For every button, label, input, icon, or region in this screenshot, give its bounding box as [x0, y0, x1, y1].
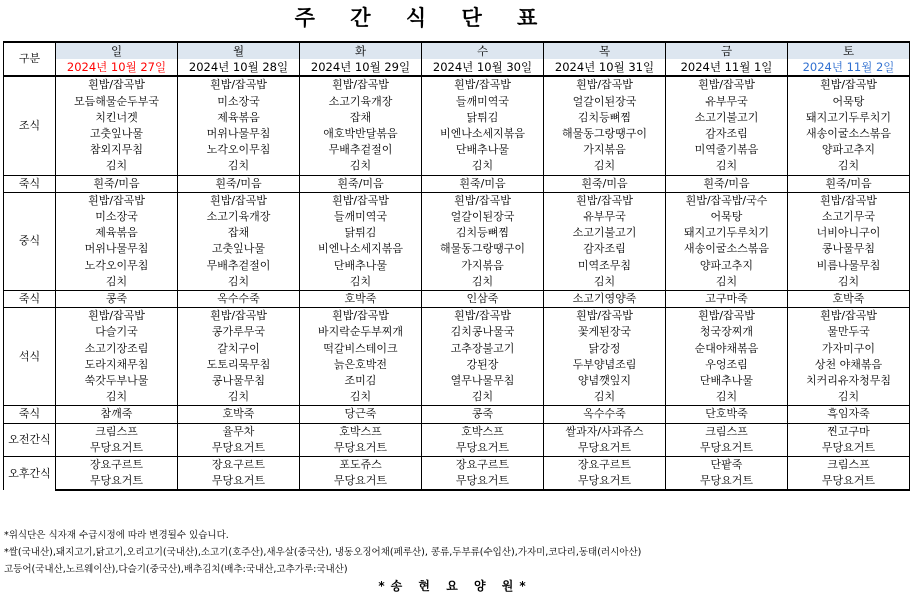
menu-item-cell: 단배추나물	[422, 142, 544, 158]
menu-item-cell: 흰밥/잡곡밥	[788, 308, 910, 325]
menu-item-cell: 다슬기국	[56, 324, 178, 340]
meal-row	[4, 291, 910, 308]
menu-item-cell: 미소장국	[56, 209, 178, 225]
notes	[4, 527, 904, 578]
date-cell: 2024년 11월 1일	[666, 59, 788, 76]
menu-item-cell: 무당요거트	[544, 440, 666, 457]
menu-item-cell: 무당요거트	[788, 440, 910, 457]
menu-item-cell: 흰밥/잡곡밥	[300, 192, 422, 209]
menu-item-cell: 무당요거트	[422, 440, 544, 457]
menu-item-cell: 흰밥/잡곡밥	[544, 76, 666, 93]
menu-item-cell: 애호박반달볶음	[300, 126, 422, 142]
day-name-cell: 목	[544, 42, 666, 59]
menu-item-cell: 장요구르트	[544, 457, 666, 474]
menu-item-cell: 유부무국	[666, 94, 788, 110]
meal-row	[4, 457, 910, 474]
menu-item-cell: 김치	[788, 158, 910, 175]
menu-item-cell: 닭강정	[544, 341, 666, 357]
menu-item-cell: 단배추나물	[666, 373, 788, 389]
meal-row	[4, 94, 910, 110]
meal-row	[4, 175, 910, 192]
menu-item-cell: 콩가루무국	[178, 324, 300, 340]
menu-item-cell: 제육볶음	[56, 225, 178, 241]
menu-item-cell: 흰밥/잡곡밥	[422, 76, 544, 93]
menu-item-cell: 도토리묵무침	[178, 357, 300, 373]
menu-item-cell: 콩나물무침	[178, 373, 300, 389]
menu-item-cell: 김치	[300, 389, 422, 406]
menu-item-cell: 조미김	[300, 373, 422, 389]
menu-item-cell: 김치등뼈찜	[422, 225, 544, 241]
menu-item-cell: 김치	[56, 158, 178, 175]
menu-item-cell: 돼지고기두루치기	[788, 110, 910, 126]
menu-item-cell: 두부양념조림	[544, 357, 666, 373]
menu-item-cell: 찐고구마	[788, 423, 910, 440]
meal-row	[4, 225, 910, 241]
meal-row	[4, 406, 910, 423]
meal-row	[4, 192, 910, 209]
menu-item-cell: 김치등뼈찜	[544, 110, 666, 126]
menu-item-cell: 율무차	[178, 423, 300, 440]
meal-row	[4, 341, 910, 357]
day-name-cell: 수	[422, 42, 544, 59]
menu-item-cell: 흰죽/미음	[178, 175, 300, 192]
menu-item-cell: 무배추겉절이	[300, 142, 422, 158]
menu-item-cell: 어묵탕	[666, 209, 788, 225]
menu-item-cell: 고추장불고기	[422, 341, 544, 357]
menu-item-cell: 김치	[788, 274, 910, 291]
day-name-cell: 일	[56, 42, 178, 59]
menu-item-cell: 흰밥/잡곡밥	[544, 192, 666, 209]
menu-item-cell: 김치	[422, 274, 544, 291]
date-cell: 2024년 10월 30일	[422, 59, 544, 76]
title-row	[0, 0, 910, 36]
menu-item-cell: 닭튀김	[422, 110, 544, 126]
menu-item-cell: 옥수수죽	[178, 291, 300, 308]
menu-item-cell: 양파고추지	[788, 142, 910, 158]
menu-item-cell: 감자조림	[666, 126, 788, 142]
menu-item-cell: 떡갈비스테이크	[300, 341, 422, 357]
menu-item-cell: 머위나물무침	[56, 241, 178, 257]
menu-item-cell: 김치	[56, 389, 178, 406]
meal-label-cell: 죽식	[4, 291, 56, 308]
date-cell: 2024년 11월 2일	[788, 59, 910, 76]
menu-item-cell: 가지볶음	[544, 142, 666, 158]
menu-item-cell: 김치	[544, 274, 666, 291]
menu-item-cell: 고구마죽	[666, 291, 788, 308]
menu-item-cell: 잡채	[300, 110, 422, 126]
menu-item-cell: 소고기육개장	[300, 94, 422, 110]
menu-item-cell: 소고기육개장	[178, 209, 300, 225]
category-header-cell: 구분	[4, 42, 56, 76]
meal-row	[4, 389, 910, 406]
day-name-cell: 화	[300, 42, 422, 59]
menu-item-cell: 유부무국	[544, 209, 666, 225]
menu-item-cell: 어묵탕	[788, 94, 910, 110]
menu-item-cell: 양파고추지	[666, 258, 788, 274]
menu-item-cell: 도라지채무침	[56, 357, 178, 373]
menu-item-cell: 김치	[56, 274, 178, 291]
date-cell: 2024년 10월 29일	[300, 59, 422, 76]
menu-item-cell: 단팥죽	[666, 457, 788, 474]
menu-item-cell: 흰밥/잡곡밥	[666, 76, 788, 93]
menu-item-cell: 강된장	[422, 357, 544, 373]
menu-item-cell: 새송이굴소스볶음	[788, 126, 910, 142]
menu-item-cell: 비엔나소세지볶음	[422, 126, 544, 142]
menu-item-cell: 김치	[178, 389, 300, 406]
menu-item-cell: 감자조림	[544, 241, 666, 257]
meal-row	[4, 274, 910, 291]
menu-item-cell: 흰죽/미음	[788, 175, 910, 192]
meal-row	[4, 423, 910, 440]
menu-item-cell: 치킨너겟	[56, 110, 178, 126]
menu-item-cell: 무당요거트	[544, 473, 666, 490]
meal-row	[4, 324, 910, 340]
menu-item-cell: 장요구르트	[422, 457, 544, 474]
menu-item-cell: 장요구르트	[56, 457, 178, 474]
meal-label-cell: 석식	[4, 308, 56, 406]
meal-row	[4, 142, 910, 158]
menu-item-cell: 크림스프	[788, 457, 910, 474]
meal-row	[4, 126, 910, 142]
menu-item-cell: 호박죽	[178, 406, 300, 423]
menu-item-cell: 들깨미역국	[300, 209, 422, 225]
menu-item-cell: 호박죽	[300, 291, 422, 308]
menu-item-cell: 양념깻잎지	[544, 373, 666, 389]
menu-item-cell: 흰죽/미음	[666, 175, 788, 192]
day-name-cell: 월	[178, 42, 300, 59]
menu-item-cell: 쌀과자/사과쥬스	[544, 423, 666, 440]
menu-item-cell: 무배추겉절이	[178, 258, 300, 274]
menu-item-cell: 머위나물무침	[178, 126, 300, 142]
menu-item-cell: 소고기무국	[788, 209, 910, 225]
menu-item-cell: 흰밥/잡곡밥	[178, 76, 300, 93]
menu-item-cell: 참깨죽	[56, 406, 178, 423]
day-name-cell: 토	[788, 42, 910, 59]
menu-item-cell: 청국장찌개	[666, 324, 788, 340]
menu-item-cell: 인삼죽	[422, 291, 544, 308]
meal-row	[4, 76, 910, 93]
day-header-row	[4, 42, 910, 59]
menu-item-cell: 호박스프	[300, 423, 422, 440]
menu-item-cell: 제육볶음	[178, 110, 300, 126]
menu-item-cell: 김치	[422, 389, 544, 406]
menu-item-cell: 상천 야채볶음	[788, 357, 910, 373]
menu-item-cell: 흰죽/미음	[544, 175, 666, 192]
menu-item-cell: 너비아니구이	[788, 225, 910, 241]
meal-label-cell: 중식	[4, 192, 56, 290]
meal-row	[4, 209, 910, 225]
meal-row	[4, 110, 910, 126]
menu-item-cell: 장요구르트	[178, 457, 300, 474]
menu-item-cell: 바지락순두부찌개	[300, 324, 422, 340]
menu-item-cell: 무당요거트	[56, 440, 178, 457]
menu-item-cell: 흰죽/미음	[300, 175, 422, 192]
meal-row	[4, 473, 910, 490]
menu-item-cell: 순대야채볶음	[666, 341, 788, 357]
menu-item-cell: 김치	[300, 158, 422, 175]
menu-item-cell: 콩죽	[422, 406, 544, 423]
menu-item-cell: 무당요거트	[422, 473, 544, 490]
menu-item-cell: 미역조무침	[544, 258, 666, 274]
menu-item-cell: 미소장국	[178, 94, 300, 110]
menu-item-cell: 돼지고기두루치기	[666, 225, 788, 241]
menu-item-cell: 잡채	[178, 225, 300, 241]
menu-item-cell: 무당요거트	[178, 473, 300, 490]
footer-signature: *송 현 요 양 원*	[378, 579, 532, 593]
menu-item-cell: 흰밥/잡곡밥	[544, 308, 666, 325]
menu-item-cell: 열무나물무침	[422, 373, 544, 389]
menu-item-cell: 김치	[422, 158, 544, 175]
menu-item-cell: 꽃게된장국	[544, 324, 666, 340]
menu-item-cell: 흰밥/잡곡밥	[422, 308, 544, 325]
menu-item-cell: 비름나물무침	[788, 258, 910, 274]
menu-item-cell: 콩나물무침	[788, 241, 910, 257]
menu-item-cell: 콩죽	[56, 291, 178, 308]
menu-item-cell: 흰밥/잡곡밥	[666, 308, 788, 325]
meal-label-cell: 조식	[4, 76, 56, 175]
menu-item-cell: 무당요거트	[666, 473, 788, 490]
menu-item-cell: 흰밥/잡곡밥	[422, 192, 544, 209]
menu-item-cell: 소고기불고기	[666, 110, 788, 126]
menu-item-cell: 무당요거트	[56, 473, 178, 490]
menu-item-cell: 쑥갓두부나물	[56, 373, 178, 389]
menu-item-cell: 미역줄기볶음	[666, 142, 788, 158]
meal-label-cell: 죽식	[4, 406, 56, 423]
menu-item-cell: 김치콩나물국	[422, 324, 544, 340]
menu-item-cell: 해물동그랑땡구이	[422, 241, 544, 257]
meal-row	[4, 158, 910, 175]
meal-row	[4, 241, 910, 257]
meal-label-cell: 오전간식	[4, 423, 56, 456]
weekly-menu-table	[3, 41, 910, 491]
menu-item-cell: 소고기영양죽	[544, 291, 666, 308]
menu-item-cell: 흰밥/잡곡밥	[788, 192, 910, 209]
menu-item-cell: 들깨미역국	[422, 94, 544, 110]
date-cell: 2024년 10월 31일	[544, 59, 666, 76]
note-line: *위식단은 식자재 수급시정에 따라 변경될수 있습니다.	[4, 530, 229, 541]
menu-item-cell: 모듬해물순두부국	[56, 94, 178, 110]
menu-item-cell: 해물동그랑땡구이	[544, 126, 666, 142]
menu-item-cell: 김치	[544, 389, 666, 406]
menu-item-cell: 단배추나물	[300, 258, 422, 274]
menu-item-cell: 호박스프	[422, 423, 544, 440]
menu-item-cell: 김치	[666, 274, 788, 291]
page-title: 주 간 식 단 표	[294, 6, 552, 30]
menu-item-cell: 흰죽/미음	[56, 175, 178, 192]
menu-item-cell: 김치	[178, 158, 300, 175]
menu-item-cell: 무당요거트	[178, 440, 300, 457]
menu-item-cell: 김치	[666, 389, 788, 406]
menu-item-cell: 흰밥/잡곡밥	[56, 192, 178, 209]
menu-item-cell: 포도쥬스	[300, 457, 422, 474]
menu-item-cell: 흰밥/잡곡밥	[300, 308, 422, 325]
menu-item-cell: 흰밥/잡곡밥	[178, 308, 300, 325]
menu-item-cell: 소고기장조림	[56, 341, 178, 357]
menu-item-cell: 무당요거트	[666, 440, 788, 457]
meal-label-cell: 죽식	[4, 175, 56, 192]
meal-row	[4, 308, 910, 325]
menu-item-cell: 크림스프	[56, 423, 178, 440]
menu-item-cell: 늙은호박전	[300, 357, 422, 373]
date-header-row	[4, 59, 910, 76]
menu-item-cell: 가지볶음	[422, 258, 544, 274]
menu-item-cell: 호박죽	[788, 291, 910, 308]
menu-item-cell: 참외지무침	[56, 142, 178, 158]
menu-item-cell: 비엔나소세지볶음	[300, 241, 422, 257]
menu-item-cell: 갈치구이	[178, 341, 300, 357]
menu-item-cell: 흰밥/잡곡밥/국수	[666, 192, 788, 209]
menu-item-cell: 노각오이무침	[178, 142, 300, 158]
menu-item-cell: 김치	[300, 274, 422, 291]
menu-item-cell: 흑임자죽	[788, 406, 910, 423]
menu-item-cell: 소고기불고기	[544, 225, 666, 241]
menu-item-cell: 고춧잎나물	[178, 241, 300, 257]
menu-item-cell: 얼갈이된장국	[544, 94, 666, 110]
menu-item-cell: 흰밥/잡곡밥	[178, 192, 300, 209]
meal-row	[4, 357, 910, 373]
menu-item-cell: 고춧잎나물	[56, 126, 178, 142]
menu-item-cell: 당근죽	[300, 406, 422, 423]
menu-item-cell: 노각오이무침	[56, 258, 178, 274]
day-name-cell: 금	[666, 42, 788, 59]
menu-item-cell: 흰밥/잡곡밥	[56, 76, 178, 93]
date-cell: 2024년 10월 27일	[56, 59, 178, 76]
meal-row	[4, 440, 910, 457]
menu-item-cell: 김치	[178, 274, 300, 291]
menu-item-cell: 무당요거트	[788, 473, 910, 490]
menu-item-cell: 김치	[788, 389, 910, 406]
menu-item-cell: 닭튀김	[300, 225, 422, 241]
menu-item-cell: 무당요거트	[300, 440, 422, 457]
meal-label-cell: 오후간식	[4, 457, 56, 491]
menu-item-cell: 가자미구이	[788, 341, 910, 357]
menu-item-cell: 단호박죽	[666, 406, 788, 423]
menu-item-cell: 치커리유자청무침	[788, 373, 910, 389]
menu-item-cell: 물만두국	[788, 324, 910, 340]
menu-item-cell: 흰밥/잡곡밥	[788, 76, 910, 93]
menu-item-cell: 김치	[544, 158, 666, 175]
menu-body	[4, 42, 910, 490]
menu-item-cell: 무당요거트	[300, 473, 422, 490]
meal-row	[4, 258, 910, 274]
menu-item-cell: 얼갈이된장국	[422, 209, 544, 225]
note-line: *쌀(국내산),돼지고기,닭고기,오리고기(국내산),소고기(호주산),새우살(중국산), 냉동오징어채(페루산), 콩류,두부류(수입산),가자미,코다리,동태(러시아산)	[4, 547, 642, 558]
menu-item-cell: 흰죽/미음	[422, 175, 544, 192]
menu-item-cell: 우엉조림	[666, 357, 788, 373]
menu-item-cell: 새송이굴소스볶음	[666, 241, 788, 257]
meal-row	[4, 373, 910, 389]
menu-item-cell: 흰밥/잡곡밥	[300, 76, 422, 93]
note-line: 고등어(국내산,노르웨이산),다슬기(중국산),배추김치(배추:국내산,고추가루:국내산)	[4, 564, 348, 575]
menu-item-cell: 옥수수죽	[544, 406, 666, 423]
date-cell: 2024년 10월 28일	[178, 59, 300, 76]
menu-item-cell: 크림스프	[666, 423, 788, 440]
menu-item-cell: 김치	[666, 158, 788, 175]
menu-item-cell: 흰밥/잡곡밥	[56, 308, 178, 325]
